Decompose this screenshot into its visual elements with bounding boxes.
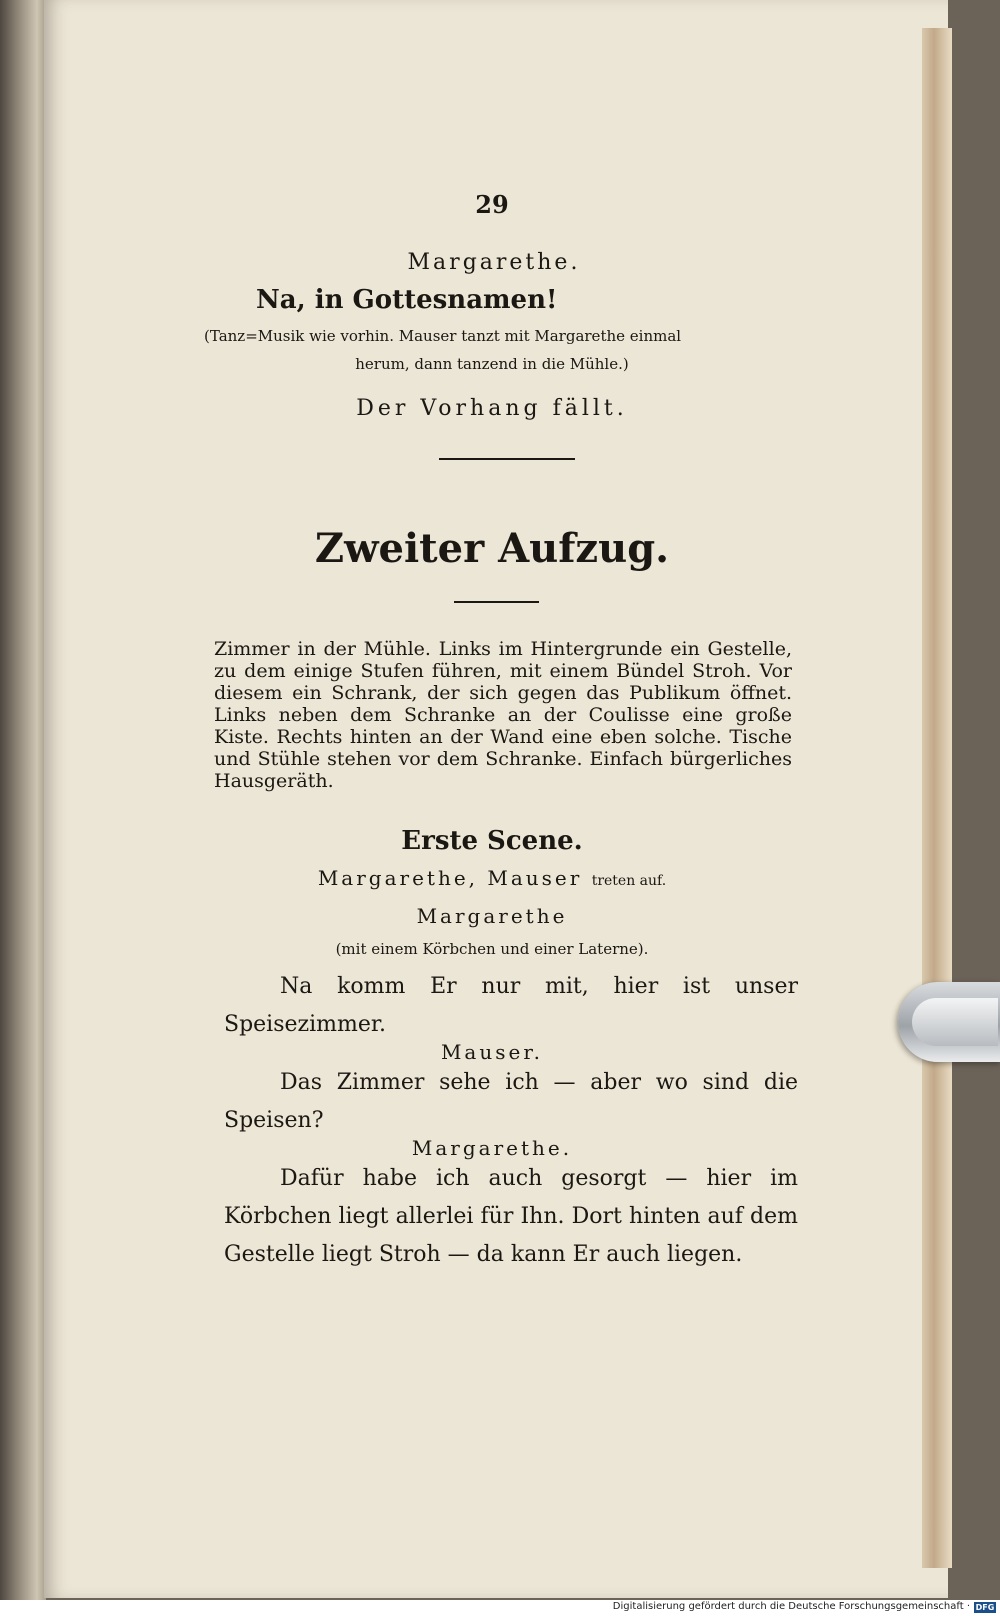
clip-highlight — [912, 998, 998, 1046]
divider-rule — [439, 458, 575, 460]
divider-rule — [454, 601, 539, 603]
stage-direction-line: (Tanz=Musik wie vorhin. Mauser tanzt mit Margarethe einmal — [204, 327, 682, 345]
footer-credit: Digitalisierung gefördert durch die Deutsche Forschungsgemeinschaft · — [612, 1601, 970, 1612]
stage-description: Zimmer in der Mühle. Links im Hintergrunde ein Gestelle, zu dem einige Stufen führen, mit einem Bündel Stroh. Vor diesem ein Schrank, der sich gegen das Publikum öffnet. Links neben dem Schranke an der Coulisse eine große Kiste. Rechts hinten an der Wand eine eben solche. Tische und Stühle stehen vor dem Schranke. Einfach bürgerliches Hausgeräth. — [214, 638, 792, 792]
metal-page-clip — [898, 982, 1000, 1062]
scene-persons — [44, 866, 940, 890]
speaker-heading: Mauser. — [440, 1040, 544, 1064]
speaker-heading: Margarethe. — [407, 250, 581, 275]
stage-direction-line: (mit einem Körbchen und einer Laterne). — [335, 940, 649, 958]
persons-direction: treten auf. — [591, 873, 667, 889]
curtain-line: Der Vorhang fällt. — [356, 396, 628, 421]
dialogue-paragraph: Das Zimmer sehe ich — aber wo sind die Speisen? — [224, 1070, 798, 1133]
dfg-logo-icon: DFG — [975, 1603, 995, 1612]
speaker-heading: Margarethe — [416, 904, 568, 928]
page-fore-edge — [922, 28, 952, 1568]
page-paper — [44, 0, 948, 1598]
speaker-heading: Margarethe. — [411, 1136, 573, 1160]
scene-title: Erste Scene. — [401, 826, 583, 856]
dialogue-line: Na, in Gottesnamen! — [256, 285, 558, 315]
page-number: 29 — [475, 190, 509, 219]
facing-page-edge — [0, 0, 46, 1600]
persons-names: Margarethe, Mauser — [317, 866, 583, 890]
act-title: Zweiter Aufzug. — [314, 525, 670, 572]
dialogue-paragraph: Dafür habe ich auch gesorgt — hier im Körbchen liegt allerlei für Ihn. Dort hinten auf dem Gestelle liegt Stroh — da kann Er auch liegen. — [224, 1166, 798, 1267]
dialogue-paragraph: Na komm Er nur mit, hier ist unser Speisezimmer. — [224, 974, 798, 1037]
stage-direction-line: herum, dann tanzend in die Mühle.) — [355, 355, 629, 373]
